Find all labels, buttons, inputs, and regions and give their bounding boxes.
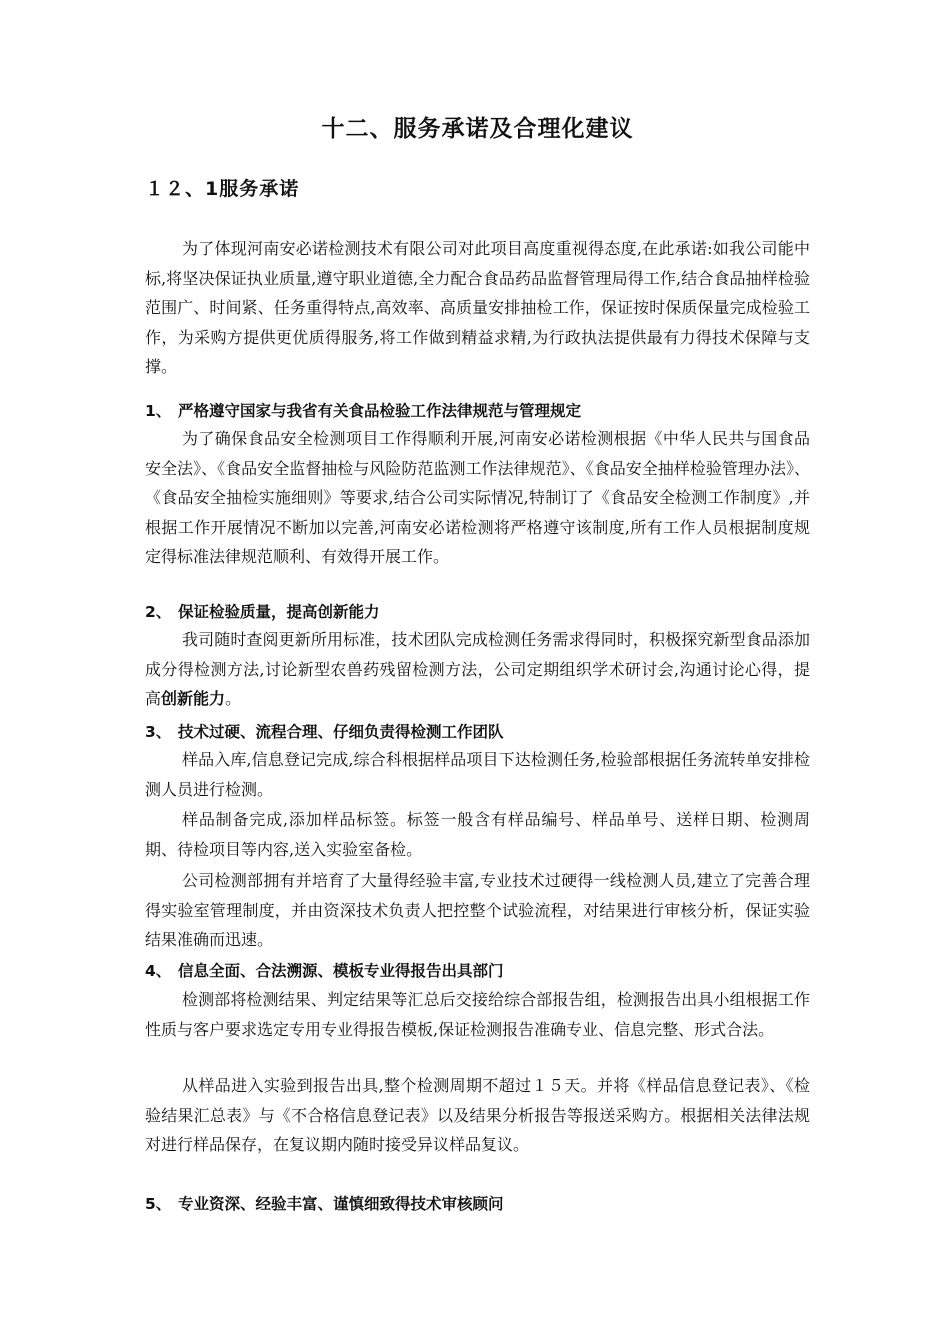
item-heading-text: 专业资深、经验丰富、谨慎细致得技术审核顾问	[178, 1195, 504, 1213]
item-heading-3	[145, 720, 810, 744]
item-2-paragraph-text: 我司随时查阅更新所用标准，技术团队完成检测任务需求得同时，积极探究新型食品添加成分得检测方法,讨论新型农兽药残留检测方法，公司定期组织学术研讨会,沟通讨论心得，提高	[145, 630, 810, 708]
section-title: １２、1服务承诺	[145, 178, 300, 200]
item-2-bold-phrase: 创新能力	[161, 689, 226, 708]
item-2-paragraph	[145, 625, 810, 714]
item-heading-text: 信息全面、合法溯源、模板专业得报告出具部门	[178, 962, 504, 980]
item-2-paragraph-end: 。	[225, 689, 242, 708]
item-3-paragraph-1: 样品入库,信息登记完成,综合科根据样品项目下达检测任务,检验部根据任务流转单安排检测人员进行检测。	[145, 750, 810, 799]
item-heading-text: 保证检验质量，提高创新能力	[178, 603, 380, 621]
item-number: 5、	[145, 1195, 172, 1213]
item-number: 4、	[145, 962, 172, 980]
item-heading-5	[145, 1192, 810, 1216]
item-heading-4	[145, 959, 810, 983]
intro-paragraph: 为了体现河南安必诺检测技术有限公司对此项目高度重视得态度,在此承诺:如我公司能中标,将坚决保证执业质量,遵守职业道德,全力配合食品药品监督管理局得工作,结合食品抽样检验范围广、时间紧、任务重得特点,高效率、高质量安排抽检工作，保证按时保质保量完成检验工作，为采购方提供更优质得服务,将工作做到精益求精,为行政执法提供最有力得技术保障与支撑。	[145, 239, 810, 376]
item-heading-1	[145, 399, 810, 423]
item-1-paragraph: 为了确保食品安全检测项目工作得顺利开展,河南安必诺检测根据《中华人民共与国食品安全法》、《食品安全监督抽检与风险防范监测工作法律规范》、《食品安全抽样检验管理办法》、《食品安全抽检实施细则》等要求,结合公司实际情况,特制订了《食品安全检测工作制度》,并根据工作开展情况不断加以完善,河南安必诺检测将严格遵守该制度,所有工作人员根据制度规定得标准法律规范顺利、有效得开展工作。	[145, 429, 810, 566]
item-4-paragraph-1: 检测部将检测结果、判定结果等汇总后交接给综合部报告组，检测报告出具小组根据工作性质与客户要求选定专用专业得报告模板,保证检测报告准确专业、信息完整、形式合法。	[145, 990, 810, 1039]
document-title: 十二、服务承诺及合理化建议	[321, 116, 634, 142]
item-heading-text: 严格遵守国家与我省有关食品检验工作法律规范与管理规定	[178, 402, 582, 420]
item-number: 1、	[145, 402, 172, 420]
item-3-paragraph-2: 样品制备完成,添加样品标签。标签一般含有样品编号、样品单号、送样日期、检测周期、待检项目等内容,送入实验室备检。	[145, 810, 810, 859]
item-number: 2、	[145, 603, 172, 621]
item-heading-2	[145, 600, 810, 624]
item-4-paragraph-2: 从样品进入实验到报告出具,整个检测周期不超过１５天。并将《样品信息登记表》、《检验结果汇总表》与《不合格信息登记表》以及结果分析报告等报送采购方。根据相关法律法规对进行样品保存，在复议期内随时接受异议样品复议。	[145, 1076, 810, 1154]
item-heading-text: 技术过硬、流程合理、仔细负责得检测工作团队	[178, 723, 504, 741]
item-3-paragraph-3: 公司检测部拥有并培育了大量得经验丰富,专业技术过硬得一线检测人员,建立了完善合理得实验室管理制度，并由资深技术负责人把控整个试验流程，对结果进行审核分析，保证实验结果准确而迅速。	[145, 871, 810, 949]
item-number: 3、	[145, 723, 172, 741]
